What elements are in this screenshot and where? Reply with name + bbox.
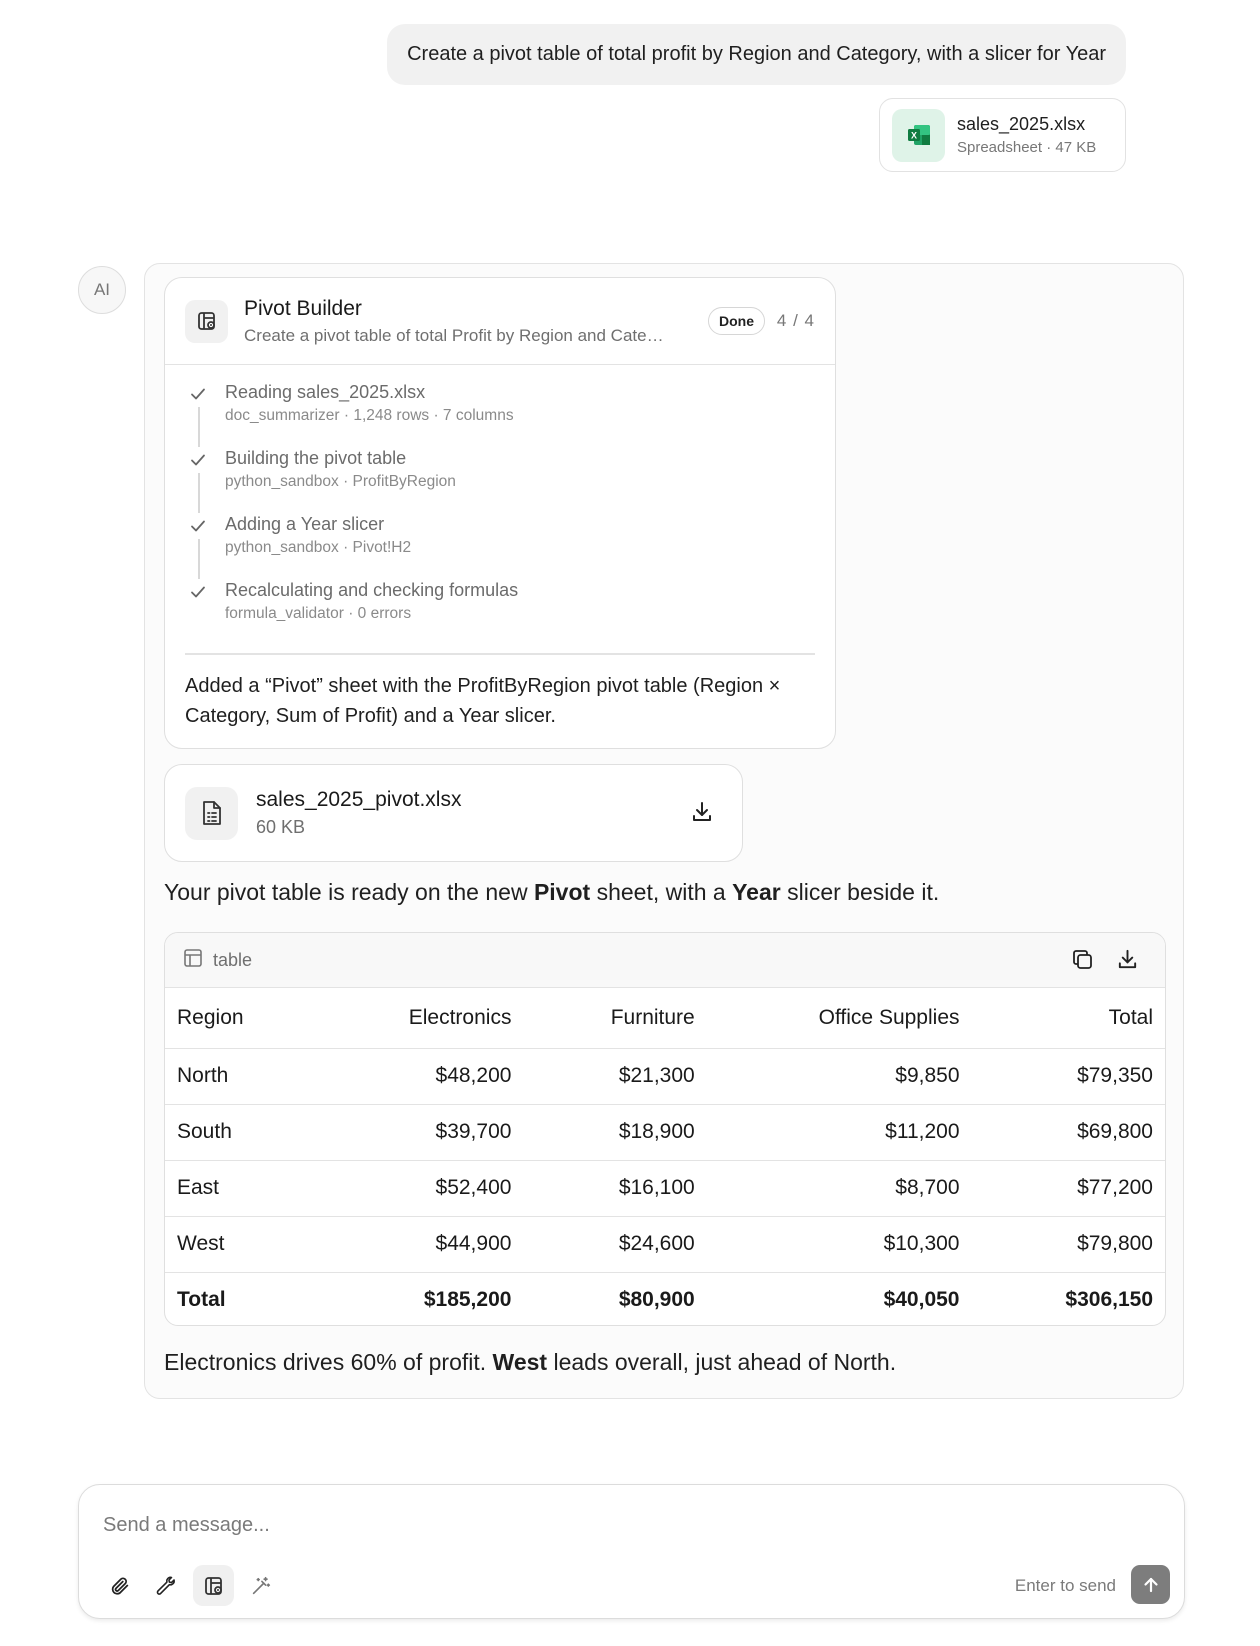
tool-step (185, 445, 815, 511)
table-cell: $11,200 (707, 1104, 972, 1160)
table-row (165, 1104, 1165, 1160)
tool-run-subtitle: Create a pivot table of total Profit by Region and Cate… (244, 325, 664, 345)
output-file-card[interactable] (164, 764, 743, 862)
table-row (165, 1048, 1165, 1104)
step-title: Recalculating and checking formulas (225, 580, 519, 600)
table-cell: North (165, 1048, 348, 1104)
paperclip-icon[interactable] (99, 1565, 140, 1606)
bold-sheet-name: Pivot (533, 879, 591, 905)
step-progress: 4 / 4 (776, 311, 815, 330)
table-cell: South (165, 1104, 348, 1160)
table-cell: $79,800 (972, 1216, 1166, 1272)
send-button[interactable] (1131, 1565, 1170, 1604)
step-title: Reading sales_2025.xlsx (225, 382, 426, 402)
tool-step (185, 577, 815, 637)
table-header-row (165, 988, 1165, 1048)
table-cell: $185,200 (348, 1272, 523, 1326)
attachment-name: sales_2025.xlsx (957, 114, 1086, 134)
column-header: Region (177, 1005, 244, 1029)
table-cell: $69,800 (972, 1104, 1166, 1160)
table-cell: $9,850 (707, 1048, 972, 1104)
column-header: Electronics (408, 1005, 512, 1029)
table-cell: $52,400 (348, 1160, 523, 1216)
table-total-row (165, 1272, 1165, 1326)
table-cell: $306,150 (972, 1272, 1166, 1326)
assistant-avatar: AI (78, 266, 126, 314)
table-label: table (213, 949, 253, 970)
check-icon (189, 385, 207, 408)
check-icon (189, 451, 207, 474)
user-message-bubble (387, 24, 1126, 85)
assistant-reply-text: Your pivot table is ready on the new Pivot sheet, with a Year slicer beside it. (164, 879, 940, 905)
table-cell: West (165, 1216, 348, 1272)
message-composer (78, 1484, 1185, 1619)
step-meta: doc_summarizer · 1,248 rows · 7 columns (225, 407, 514, 424)
table-cell: $44,900 (348, 1216, 523, 1272)
tool-run-card (164, 277, 836, 749)
table-cell: $8,700 (707, 1160, 972, 1216)
tool-step (185, 379, 815, 445)
bold-region-name: West (492, 1349, 548, 1375)
column-header: Total (1108, 1005, 1153, 1029)
user-message-text: Create a pivot table of total profit by Region and Category, with a slicer for Year (407, 43, 1106, 65)
column-header: Office Supplies (818, 1005, 960, 1029)
user-attachment-card[interactable] (879, 98, 1126, 172)
enter-to-send-hint: Enter to send (1014, 1576, 1116, 1595)
table-cell: $24,600 (523, 1216, 706, 1272)
output-file-name: sales_2025_pivot.xlsx (256, 788, 462, 811)
table-cell: $40,050 (707, 1272, 972, 1326)
table-cell: $79,350 (972, 1048, 1166, 1104)
table-toolbar (165, 933, 1165, 988)
download-icon[interactable] (1116, 948, 1139, 976)
table-cell: $48,200 (348, 1048, 523, 1104)
arrow-up-icon (1141, 1575, 1161, 1595)
table-cell: $21,300 (523, 1048, 706, 1104)
tool-run-summary: Added a “Pivot” sheet with the ProfitByRegion pivot table (Region × Category, Sum of Profit) and a Year slicer. (185, 674, 781, 727)
wrench-icon[interactable] (146, 1565, 187, 1606)
assistant-closing-text: Electronics drives 60% of profit. West leads overall, just ahead of North. (164, 1349, 897, 1375)
composer-toolbar (99, 1565, 281, 1606)
check-icon (189, 583, 207, 606)
table-cell: $39,700 (348, 1104, 523, 1160)
table-row (165, 1216, 1165, 1272)
table-cell: $16,100 (523, 1160, 706, 1216)
svg-text:X: X (910, 130, 917, 141)
table-cell: $77,200 (972, 1160, 1166, 1216)
table-cell: $10,300 (707, 1216, 972, 1272)
table-icon (183, 948, 203, 973)
copy-icon[interactable] (1071, 948, 1094, 976)
table-cell: East (165, 1160, 348, 1216)
download-icon[interactable] (690, 800, 714, 829)
table-cell: $18,900 (523, 1104, 706, 1160)
attachment-meta: Spreadsheet · 47 KB (957, 139, 1097, 156)
pivot-builder-icon (185, 300, 228, 343)
step-meta: formula_validator · 0 errors (225, 605, 412, 622)
tool-step (185, 511, 815, 577)
pivot-builder-icon[interactable] (193, 1565, 234, 1606)
tool-steps-list (165, 365, 835, 637)
step-meta: python_sandbox · Pivot!H2 (225, 539, 412, 556)
bold-slicer-name: Year (732, 879, 781, 905)
step-title: Building the pivot table (225, 448, 407, 468)
magic-wand-icon[interactable] (240, 1565, 281, 1606)
pivot-table-card (164, 932, 1166, 1326)
column-header: Furniture (610, 1005, 695, 1029)
tool-run-header[interactable] (165, 278, 835, 365)
excel-icon (892, 109, 945, 162)
table-cell: Total (165, 1272, 348, 1326)
message-input[interactable] (103, 1507, 1103, 1543)
step-meta: python_sandbox · ProfitByRegion (225, 473, 456, 490)
spreadsheet-file-icon (185, 787, 238, 840)
table-cell: $80,900 (523, 1272, 706, 1326)
status-badge: Done (708, 307, 765, 335)
tool-run-title: Pivot Builder (244, 296, 362, 320)
step-title: Adding a Year slicer (225, 514, 385, 534)
output-file-size: 60 KB (256, 817, 306, 837)
pivot-table (165, 988, 1165, 1326)
check-icon (189, 517, 207, 540)
table-row (165, 1160, 1165, 1216)
